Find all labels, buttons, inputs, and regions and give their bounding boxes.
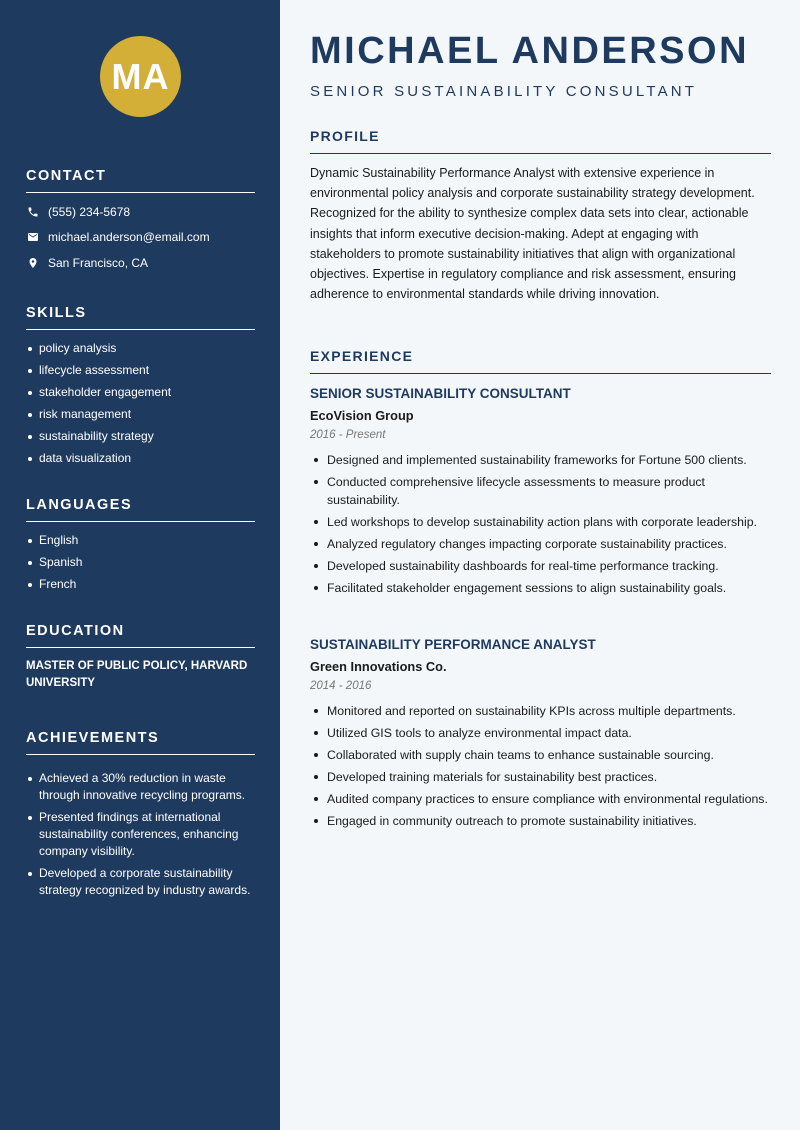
list-item: Developed training materials for sustainability best practices. (310, 768, 771, 786)
languages-list (26, 532, 255, 593)
contact-email[interactable] (26, 225, 255, 251)
list-item: Developed sustainability dashboards for real-time performance tracking. (310, 557, 771, 575)
job-bullets (310, 451, 771, 597)
contact-phone-text: (555) 234-5678 (48, 204, 131, 219)
job-title: SENIOR SUSTAINABILITY CONSULTANT (310, 386, 571, 401)
email-icon (26, 230, 40, 244)
job-bullets (310, 702, 771, 830)
achievements-section (26, 730, 255, 904)
list-item: Collaborated with supply chain teams to enhance sustainable sourcing. (310, 746, 771, 764)
profile-heading: PROFILE (310, 128, 771, 154)
list-item: Presented findings at international sustainability conferences, enhancing company visibility. (26, 809, 255, 860)
achievements-heading: ACHIEVEMENTS (26, 730, 255, 755)
contact-section (26, 168, 255, 276)
page-title: MICHAEL ANDERSON (310, 30, 750, 72)
profile-text: Dynamic Sustainability Performance Analyst with extensive experience in environmental policy analysis and corporate sustainability strategy development. Recognized for the ability to synthesize complex data sets into clear, actionable insights that inform executive decision-making. Adept at engaging with stakeholders to promote sustainability initiatives that align with organizational objectives. Expertise in regulatory compliance and risk assessment, ensuring adherence to environmental standards while driving innovation. (310, 166, 755, 302)
list-item: stakeholder engagement (26, 384, 255, 401)
list-item: Facilitated stakeholder engagement sessions to align sustainability goals. (310, 579, 771, 597)
contact-location-text: San Francisco, CA (48, 255, 149, 270)
contact-heading: CONTACT (26, 168, 255, 193)
skills-section (26, 305, 255, 472)
list-item: sustainability strategy (26, 428, 255, 445)
job-dates: 2014 - 2016 (310, 680, 372, 692)
phone-icon (26, 205, 40, 219)
sidebar (0, 0, 280, 1130)
company-name: Green Innovations Co. (310, 659, 447, 674)
list-item: lifecycle assessment (26, 362, 255, 379)
list-item: Conducted comprehensive lifecycle assessments to measure product sustainability. (310, 473, 771, 509)
achievements-list (26, 770, 255, 899)
experience-section (310, 348, 771, 374)
list-item: Utilized GIS tools to analyze environmental impact data. (310, 724, 771, 742)
job-dates: 2016 - Present (310, 429, 386, 441)
contact-phone (26, 199, 255, 225)
list-item: Developed a corporate sustainability strategy recognized by industry awards. (26, 865, 255, 899)
profile-section (310, 128, 771, 304)
contact-location (26, 250, 255, 276)
list-item: French (26, 576, 255, 593)
list-item: policy analysis (26, 340, 255, 357)
list-item: Audited company practices to ensure compliance with environmental regulations. (310, 790, 771, 808)
list-item: Led workshops to develop sustainability action plans with corporate leadership. (310, 513, 771, 531)
list-item: Engaged in community outreach to promote sustainability initiatives. (310, 812, 771, 830)
list-item: Designed and implemented sustainability frameworks for Fortune 500 clients. (310, 451, 771, 469)
list-item: Analyzed regulatory changes impacting corporate sustainability practices. (310, 535, 771, 553)
languages-section (26, 497, 255, 598)
skills-heading: SKILLS (26, 305, 255, 330)
list-item: Achieved a 30% reduction in waste through innovative recycling programs. (26, 770, 255, 804)
list-item: data visualization (26, 450, 255, 467)
list-item: risk management (26, 406, 255, 423)
education-heading: EDUCATION (26, 623, 255, 648)
job-title: SUSTAINABILITY PERFORMANCE ANALYST (310, 637, 596, 652)
job-title-header: SENIOR SUSTAINABILITY CONSULTANT (310, 83, 698, 100)
list-item: English (26, 532, 255, 549)
skills-list (26, 340, 255, 467)
list-item: Spanish (26, 554, 255, 571)
education-section (26, 623, 255, 692)
contact-email-text[interactable]: michael.anderson@email.com (48, 230, 210, 245)
education-degree: MASTER OF PUBLIC POLICY, HARVARD UNIVERSITY (26, 660, 248, 689)
company-name: EcoVision Group (310, 408, 414, 423)
languages-heading: LANGUAGES (26, 497, 255, 522)
avatar: MA (100, 36, 181, 117)
list-item: Monitored and reported on sustainability KPIs across multiple departments. (310, 702, 771, 720)
location-pin-icon (26, 256, 40, 270)
job-entry (310, 386, 771, 601)
job-entry (310, 637, 771, 834)
experience-heading: EXPERIENCE (310, 348, 771, 374)
